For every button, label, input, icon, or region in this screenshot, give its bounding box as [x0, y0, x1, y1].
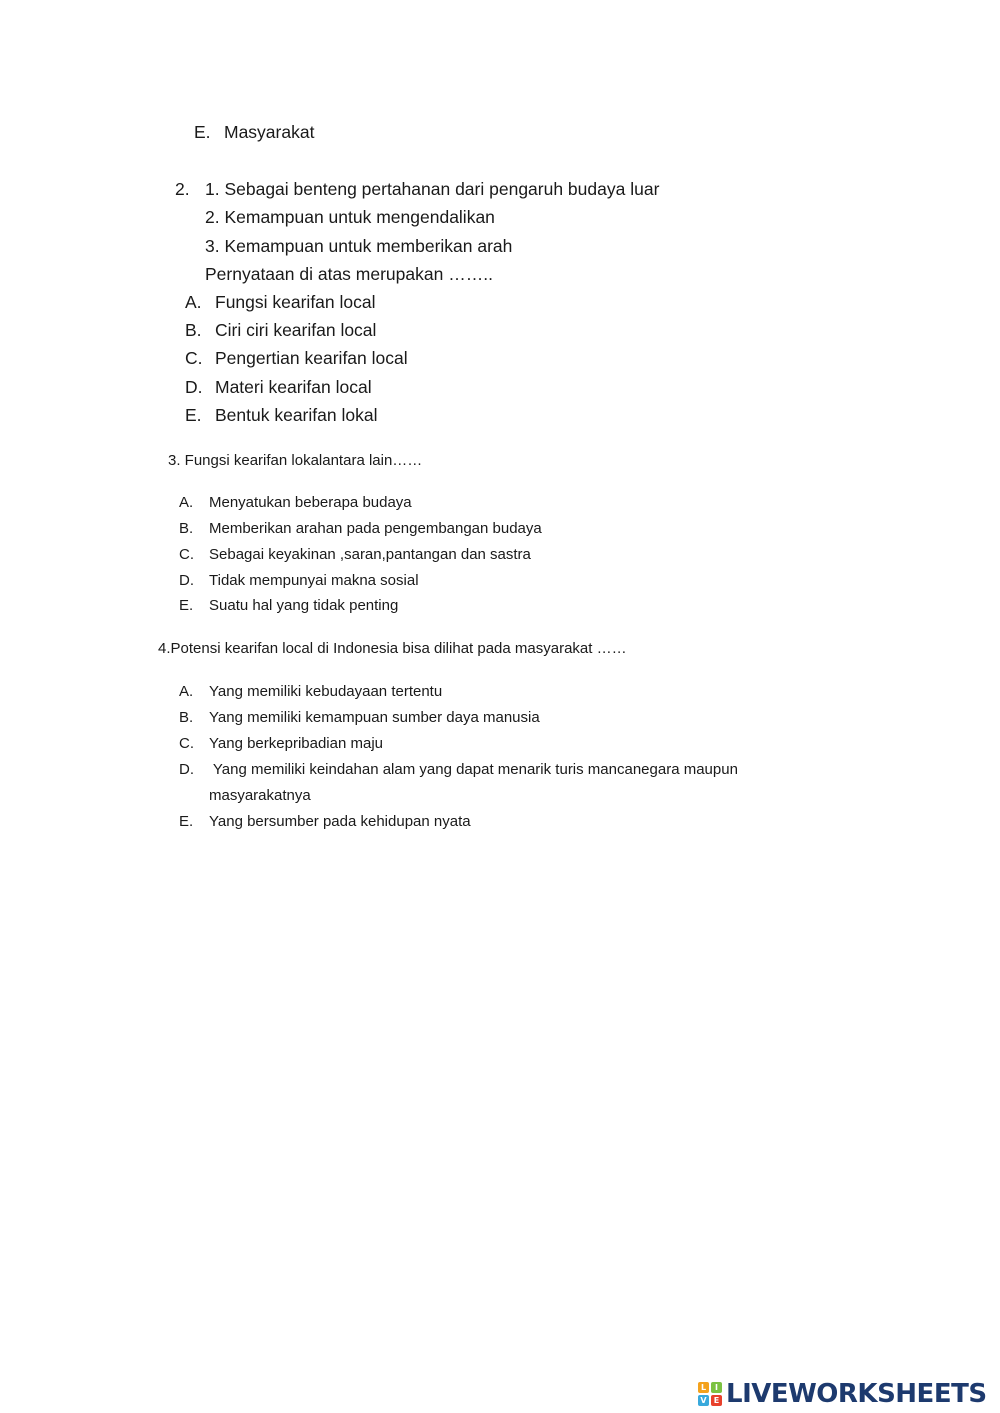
option-text: Fungsi kearifan local [215, 292, 376, 312]
option-letter: D. [179, 761, 194, 778]
option-text: Bentuk kearifan lokal [215, 405, 378, 425]
option-d-continuation: masyarakatnya [209, 787, 311, 804]
option-text: Yang memiliki kemampuan sumber daya manusia [209, 709, 540, 726]
option-text: Masyarakat [224, 122, 315, 142]
question-number: 2. [175, 179, 190, 199]
option-text: Yang berkepribadian maju [209, 735, 384, 752]
logo-tile: I [711, 1382, 722, 1393]
option-text: Materi kearifan local [215, 377, 372, 397]
option-text: Ciri ciri kearifan local [215, 320, 377, 340]
option-text: Menyatukan beberapa budaya [209, 494, 412, 511]
statement-1: 1. Sebagai benteng pertahanan dari pengaruh budaya luar [205, 179, 660, 199]
option-text: Pengertian kearifan local [215, 348, 408, 368]
option-letter: C. [185, 348, 203, 368]
question-text: 3. Fungsi kearifan lokalantara lain…… [168, 452, 423, 469]
option-text: Memberikan arahan pada pengembangan budaya [209, 520, 542, 537]
option-letter: E. [185, 405, 202, 425]
option-letter: B. [179, 520, 194, 537]
option-text: Yang memiliki keindahan alam yang dapat menarik turis mancanegara maupun [209, 761, 738, 778]
logo-tiles [698, 1382, 722, 1406]
option-text: Suatu hal yang tidak penting [209, 597, 399, 614]
option-letter: E. [179, 813, 194, 830]
option-letter: A. [179, 683, 194, 700]
option-text: Sebagai keyakinan ,saran,pantangan dan sastra [209, 546, 531, 563]
option-text: Tidak mempunyai makna sosial [209, 572, 419, 589]
option-letter: B. [179, 709, 194, 726]
option-letter: D. [179, 572, 194, 589]
logo-tile: L [698, 1382, 709, 1393]
option-letter: A. [179, 494, 194, 511]
option-letter: C. [179, 735, 194, 752]
question-prompt: Pernyataan di atas merupakan …….. [205, 264, 493, 284]
option-letter: E. [179, 597, 194, 614]
option-letter: E. [194, 122, 211, 142]
logo-tile: E [711, 1395, 722, 1406]
logo-tile: V [698, 1395, 709, 1406]
liveworksheets-logo [698, 1380, 987, 1408]
question-text: 4.Potensi kearifan local di Indonesia bisa dilihat pada masyarakat …… [158, 640, 627, 657]
statement-3: 3. Kemampuan untuk memberikan arah [205, 236, 513, 256]
logo-text: LIVEWORKSHEETS [726, 1379, 987, 1409]
option-text: Yang bersumber pada kehidupan nyata [209, 813, 471, 830]
option-letter: D. [185, 377, 203, 397]
option-letter: A. [185, 292, 202, 312]
option-text: Yang memiliki kebudayaan tertentu [209, 683, 443, 700]
option-letter: B. [185, 320, 202, 340]
option-letter: C. [179, 546, 194, 563]
statement-2: 2. Kemampuan untuk mengendalikan [205, 207, 495, 227]
